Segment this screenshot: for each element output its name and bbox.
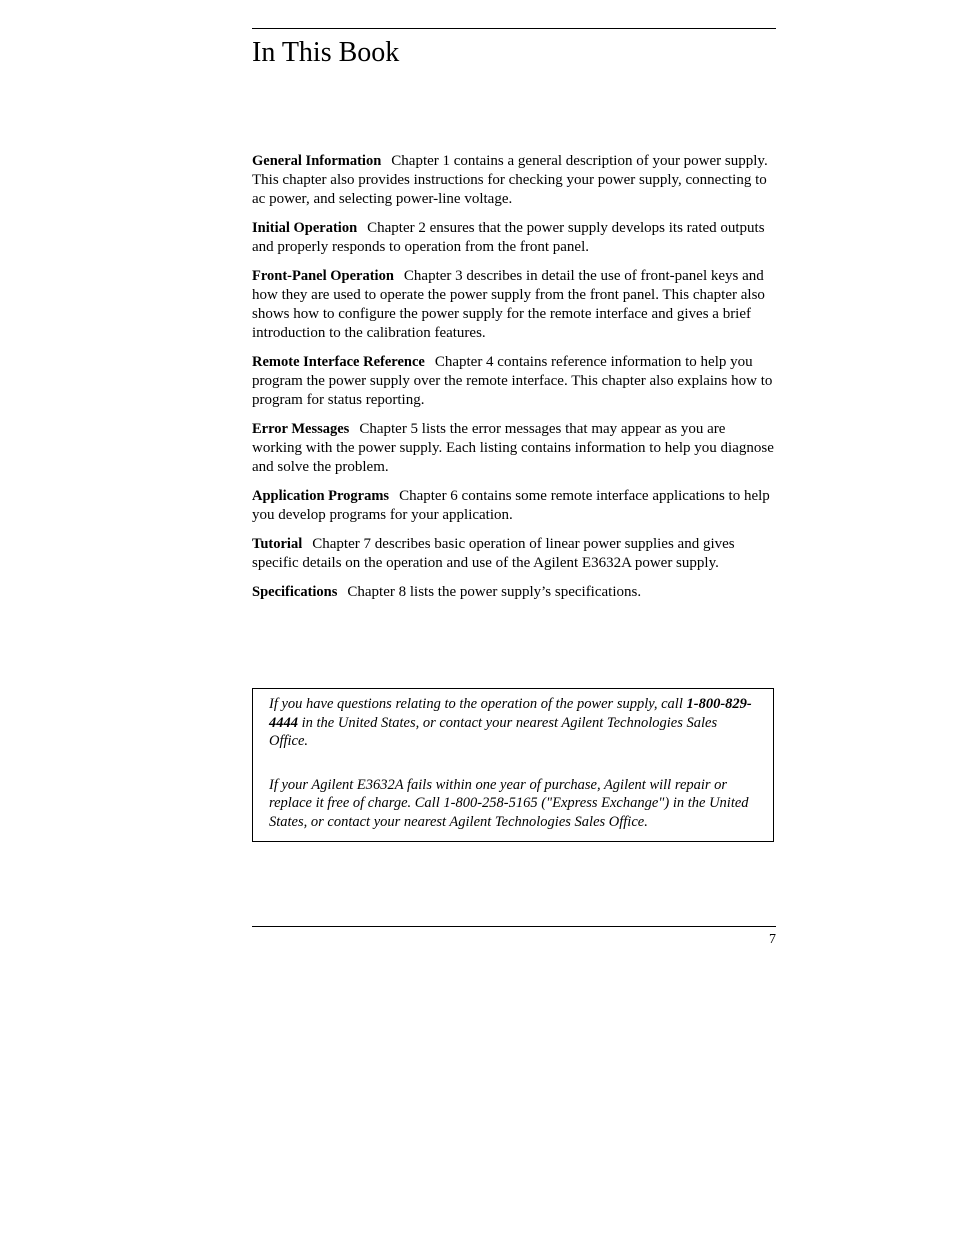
support-note-tail: in the United States, or contact your nearest Agilent Technologies Sales Office. [269,714,718,749]
support-notice-box [252,688,774,842]
chapter-description: Chapter 2 ensures that the power supply develops its rated outputs and properly responds to operation from the front panel. [252,220,765,255]
chapter-description: Chapter 3 describes in detail the use of front-panel keys and how they are used to operate the power supply from the front panel. This chapter also shows how to configure the power supply for the remote interface and gives a brief introduction to the calibration features. [252,268,765,341]
bottom-rule [252,926,776,927]
manual-page [252,0,776,1235]
page-title: In This Book [252,37,400,68]
chapter-name: Initial Operation [252,220,358,236]
chapter-name: General Information [252,153,382,169]
chapter-name: Application Programs [252,488,390,504]
chapter-name: Front-Panel Operation [252,268,394,284]
support-contact-note [269,695,757,751]
chapter-name: Specifications [252,584,338,600]
support-phone-number: 1-800-829-4444 [269,696,752,731]
chapter-entry [252,420,776,477]
chapter-entry [252,487,776,525]
chapter-description: Chapter 6 contains some remote interface applications to help you develop programs for your application. [252,488,770,523]
chapter-entry [252,219,776,257]
chapter-name: Error Messages [252,421,350,437]
page-number: 7 [769,932,776,947]
top-rule [252,28,776,29]
chapter-list [252,152,776,612]
chapter-description: Chapter 7 describes basic operation of linear power supplies and gives specific details on the operation and use of the Agilent E3632A power supply. [252,536,735,571]
chapter-name: Tutorial [252,536,303,552]
chapter-entry [252,267,776,343]
chapter-entry [252,583,776,602]
chapter-name: Remote Interface Reference [252,354,425,370]
chapter-entry [252,353,776,410]
support-note-lead: If you have questions relating to the operation of the power supply, call [269,696,683,712]
chapter-description: Chapter 1 contains a general description of your power supply. This chapter also provides instructions for checking your power supply, connecting to ac power, and selecting power-line voltage. [252,153,768,207]
chapter-entry [252,535,776,573]
chapter-description: Chapter 5 lists the error messages that may appear as you are working with the power supply. Each listing contains information to help you diagnose and solve the problem. [252,421,774,475]
warranty-note: If your Agilent E3632A fails within one year of purchase, Agilent will repair or replace it free of charge. Call 1-800-258-5165 ("Express Exchange") in the United States, or contact your nearest Agilent Technologies Sales Office. [269,776,749,830]
chapter-entry [252,152,776,209]
chapter-description: Chapter 4 contains reference information to help you program the power supply over the remote interface. This chapter also explains how to program for status reporting. [252,354,773,408]
chapter-description: Chapter 8 lists the power supply’s specifications. [347,584,642,600]
